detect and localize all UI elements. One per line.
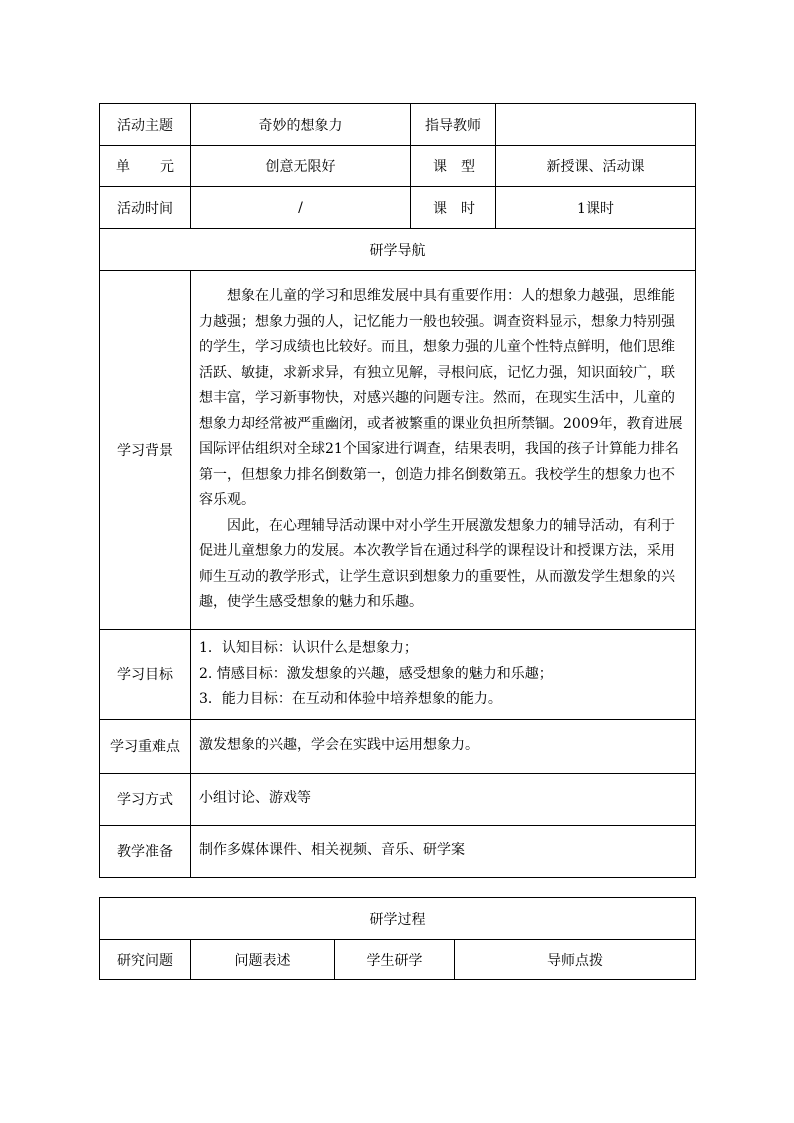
hours-label-b: 时 (461, 200, 475, 217)
background-para-1: 想象在儿童的学习和思维发展中具有重要作用：人的想象力越强，思维能力越强；想象力强的人，记忆能力一般也较强。调查资料显示，想象力特别强的学生，学习成绩也比较好。而且，想象力强的儿童个性特点鲜明，他们思维活跃、敏捷，求新求异，有独立见解，寻根问底，记忆力强，知识面较广，联想丰富，学习新事物快，对感兴趣的问题专注。然而，在现实生活中，儿童的想象力却经常被严重幽闭，或者被繁重的课业负担所禁锢。2009年，教育进展国际评估组织对全球21个国家进行调查，结果表明，我国的孩子计算能力排名第一，但想象力排名倒数第一，创造力排名倒数第五。我校学生的想象力也不容乐观。 (199, 288, 683, 509)
method-value: 小组讨论、游戏等 (191, 773, 696, 825)
process-col-statement: 问题表述 (191, 940, 335, 980)
unit-label-a: 单 (116, 159, 130, 175)
type-label-a: 课 (433, 159, 447, 175)
key-points-label: 学习重难点 (100, 719, 191, 773)
theme-label: 活动主题 (100, 104, 191, 146)
background-label: 学习背景 (100, 271, 191, 630)
process-col-student: 学生研学 (335, 940, 455, 980)
unit-value: 创意无限好 (191, 146, 411, 187)
background-text (191, 271, 696, 630)
unit-label-b: 元 (160, 159, 174, 175)
prep-label: 教学准备 (100, 825, 191, 877)
goals-list (191, 630, 696, 720)
hours-value: 1课时 (496, 187, 696, 229)
teacher-value (496, 104, 696, 146)
time-value: / (191, 187, 411, 229)
type-value: 新授课、活动课 (496, 146, 696, 187)
goals-label: 学习目标 (100, 630, 191, 720)
goal-item: 1．认知目标：认识什么是想象力； (199, 640, 418, 656)
hours-label (411, 187, 496, 229)
process-col-tutor: 导师点拨 (455, 940, 696, 980)
time-label: 活动时间 (100, 187, 191, 229)
prep-value: 制作多媒体课件、相关视频、音乐、研学案 (191, 825, 696, 877)
goal-item: 2. 情感目标：激发想象的兴趣，感受想象的魅力和乐趣； (199, 665, 553, 682)
process-table (99, 897, 696, 980)
nav-title: 研学导航 (100, 229, 696, 271)
unit-label (100, 146, 191, 187)
teacher-label: 指导教师 (411, 104, 496, 146)
process-title: 研学过程 (100, 898, 696, 940)
process-col-question: 研究问题 (100, 940, 191, 980)
lesson-info-table (99, 103, 696, 878)
goal-item: 3．能力目标：在互动和体验中培养想象的能力。 (199, 691, 502, 707)
type-label (411, 146, 496, 187)
type-label-b: 型 (461, 159, 475, 175)
theme-value: 奇妙的想象力 (191, 104, 411, 146)
hours-label-a: 课 (433, 200, 447, 217)
key-points-value: 激发想象的兴趣，学会在实践中运用想象力。 (191, 719, 696, 773)
method-label: 学习方式 (100, 773, 191, 825)
background-para-2: 因此，在心理辅导活动课中对小学生开展激发想象力的辅导活动，有利于促进儿童想象力的发展。本次教学旨在通过科学的课程设计和授课方法，采用师生互动的教学形式，让学生意识到想象力的重要性，从而激发学生想象的兴趣，使学生感受想象的魅力和乐趣。 (199, 517, 675, 611)
